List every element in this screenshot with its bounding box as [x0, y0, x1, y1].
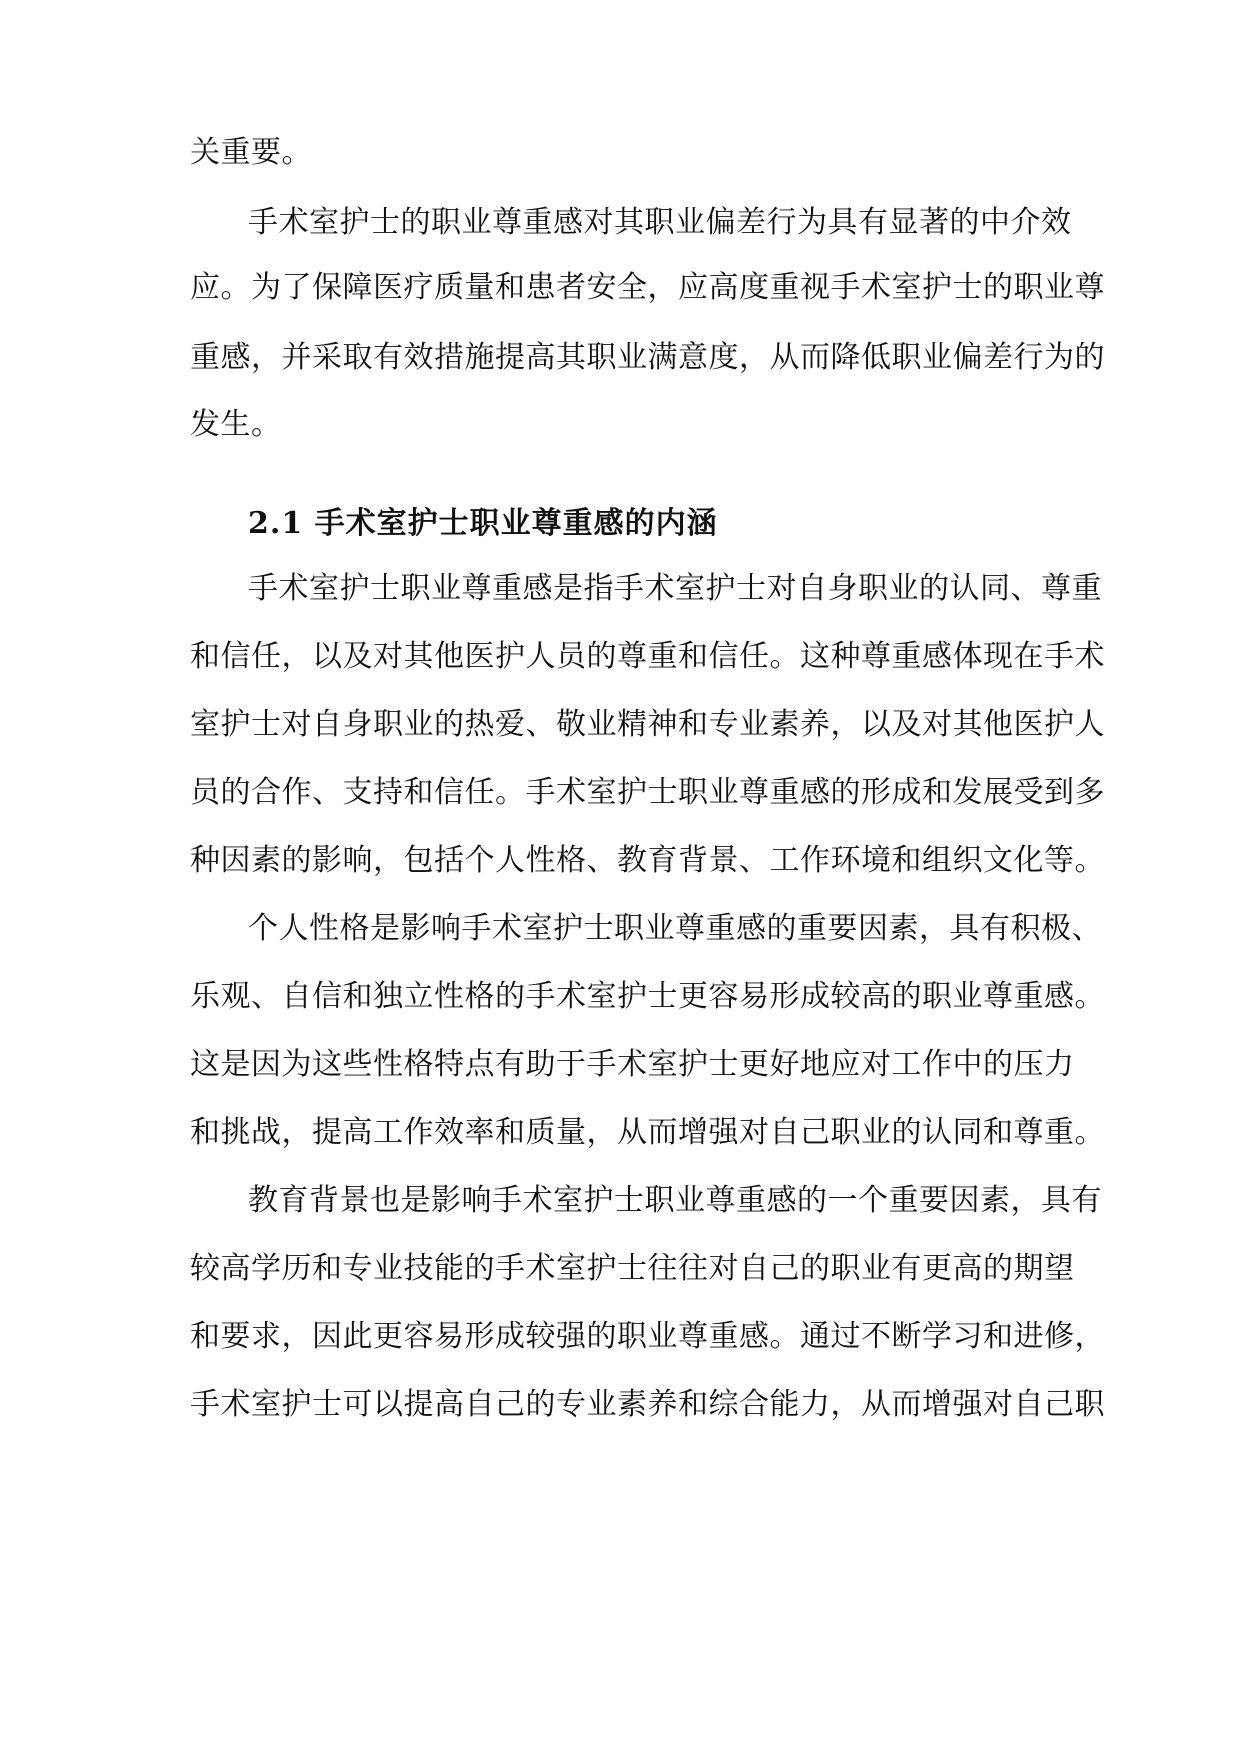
- paragraph-line: 个人性格是影响手术室护士职业尊重感的重要因素，具有积极、: [248, 911, 1102, 946]
- section-number: 2.1: [248, 506, 304, 541]
- paragraph-line: 这是因为这些性格特点有助于手术室护士更好地应对工作中的压力: [190, 1047, 1075, 1082]
- paragraph-line: 发生。: [190, 407, 282, 442]
- paragraph-line: 室护士对自身职业的热爱、敬业精神和专业素养，以及对其他医护人: [190, 707, 1105, 742]
- paragraph-line: 和要求，因此更容易形成较强的职业尊重感。通过不断学习和进修，: [190, 1319, 1105, 1354]
- paragraph-line: 种因素的影响，包括个人性格、教育背景、工作环境和组织文化等。: [190, 843, 1105, 878]
- paragraph-line: 手术室护士可以提高自己的专业素养和综合能力，从而增强对自己职: [190, 1387, 1105, 1422]
- paragraph-line: 乐观、自信和独立性格的手术室护士更容易形成较高的职业尊重感。: [190, 979, 1105, 1014]
- section-heading: [248, 504, 718, 544]
- paragraph-line: 教育背景也是影响手术室护士职业尊重感的一个重要因素，具有: [248, 1183, 1102, 1218]
- paragraph-line: 应。为了保障医疗质量和患者安全，应高度重视手术室护士的职业尊: [190, 270, 1105, 305]
- paragraph-line: 较高学历和专业技能的手术室护士往往对自己的职业有更高的期望: [190, 1251, 1075, 1286]
- paragraph-line: 手术室护士的职业尊重感对其职业偏差行为具有显著的中介效: [248, 205, 1072, 240]
- section-title: 手术室护士职业尊重感的内涵: [314, 506, 718, 541]
- paragraph-line: 手术室护士职业尊重感是指手术室护士对自身职业的认同、尊重: [248, 571, 1102, 606]
- paragraph-line: 员的合作、支持和信任。手术室护士职业尊重感的形成和发展受到多: [190, 775, 1105, 810]
- paragraph-line: 和挑战，提高工作效率和质量，从而增强对自己职业的认同和尊重。: [190, 1115, 1105, 1150]
- paragraph-line: 关重要。: [190, 135, 312, 170]
- paragraph-line: 重感，并采取有效措施提高其职业满意度，从而降低职业偏差行为的: [190, 340, 1105, 375]
- paragraph-line: 和信任，以及对其他医护人员的尊重和信任。这种尊重感体现在手术: [190, 639, 1105, 674]
